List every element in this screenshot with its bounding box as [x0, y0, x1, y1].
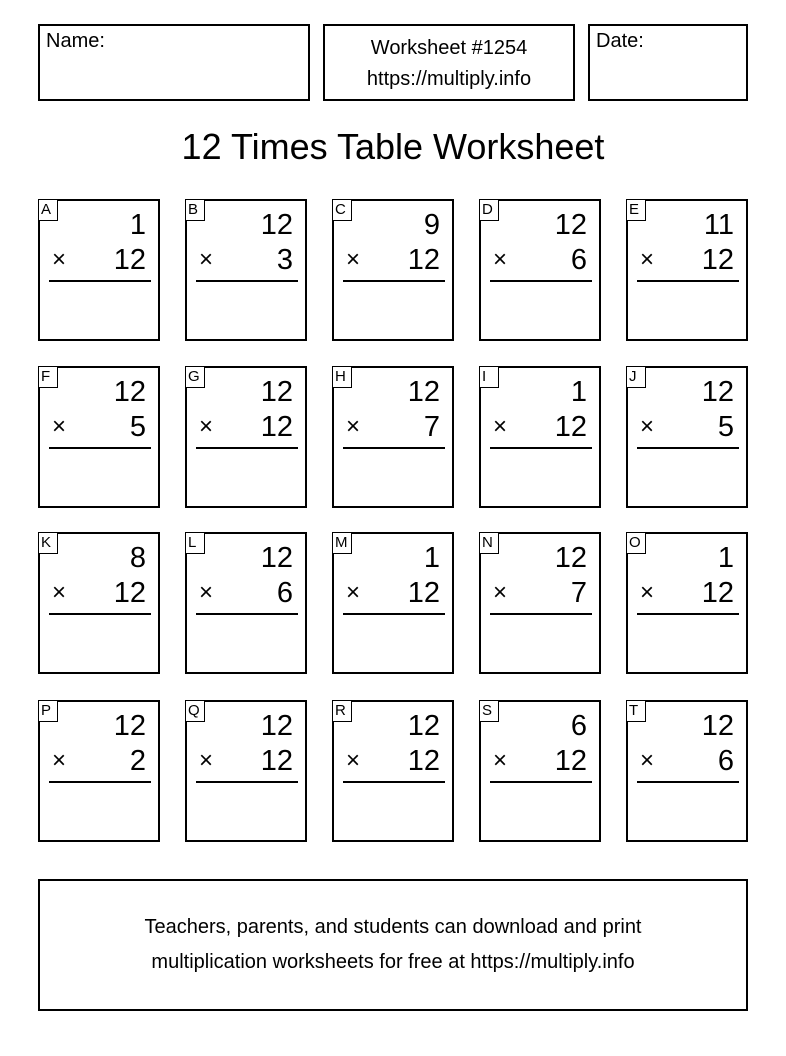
- answer-line: [49, 447, 151, 449]
- name-label: Name:: [46, 30, 105, 52]
- multiplier: 6: [276, 577, 293, 609]
- times-sign: ×: [346, 413, 361, 440]
- answer-line: [196, 781, 298, 783]
- problem-cell: [185, 532, 307, 674]
- times-sign: ×: [52, 246, 67, 273]
- problem-cell: [332, 700, 454, 842]
- problem-cell: [38, 700, 160, 842]
- problem-cell: [332, 532, 454, 674]
- problem-label: O: [626, 532, 646, 554]
- problem-label: M: [332, 532, 352, 554]
- date-label: Date:: [596, 30, 644, 52]
- problem-label: C: [332, 199, 352, 221]
- multiplier: 12: [407, 244, 440, 276]
- multiplicand: 12: [554, 542, 587, 574]
- times-sign: ×: [640, 747, 655, 774]
- problem-cell: [332, 199, 454, 341]
- multiplier: 5: [129, 411, 146, 443]
- answer-line: [49, 280, 151, 282]
- problem-cell: [38, 366, 160, 508]
- answer-line: [637, 447, 739, 449]
- problem-label: G: [185, 366, 205, 388]
- times-sign: ×: [52, 747, 67, 774]
- times-sign: ×: [640, 413, 655, 440]
- multiplicand: 1: [423, 542, 440, 574]
- answer-line: [637, 280, 739, 282]
- times-sign: ×: [52, 579, 67, 606]
- multiplier: 6: [570, 244, 587, 276]
- answer-line: [196, 447, 298, 449]
- multiplier: 12: [113, 577, 146, 609]
- times-sign: ×: [493, 579, 508, 606]
- problem-label: A: [38, 199, 58, 221]
- times-sign: ×: [199, 246, 214, 273]
- multiplicand: 11: [703, 209, 734, 241]
- multiplicand: 12: [407, 376, 440, 408]
- multiplicand: 12: [701, 710, 734, 742]
- problem-label: P: [38, 700, 58, 722]
- worksheet-url: https://multiply.info: [366, 68, 532, 90]
- multiplier: 5: [717, 411, 734, 443]
- multiplicand: 12: [554, 209, 587, 241]
- multiplicand: 12: [407, 710, 440, 742]
- answer-line: [490, 447, 592, 449]
- problem-label: F: [38, 366, 58, 388]
- problem-label: D: [479, 199, 499, 221]
- problem-cell: [332, 366, 454, 508]
- times-sign: ×: [199, 747, 214, 774]
- multiplier: 12: [701, 577, 734, 609]
- problem-label: K: [38, 532, 58, 554]
- problem-cell: [185, 700, 307, 842]
- footer-line-2: multiplication worksheets for free at https://multiply.info: [151, 951, 635, 973]
- multiplier: 12: [113, 244, 146, 276]
- multiplicand: 1: [129, 209, 146, 241]
- problem-cell: [479, 366, 601, 508]
- times-sign: ×: [199, 579, 214, 606]
- times-sign: ×: [493, 246, 508, 273]
- multiplicand: 1: [717, 542, 734, 574]
- answer-line: [49, 781, 151, 783]
- answer-line: [637, 613, 739, 615]
- multiplier: 12: [260, 411, 293, 443]
- problem-cell: [479, 199, 601, 341]
- page-title: 12 Times Table Worksheet: [181, 126, 605, 167]
- multiplicand: 6: [570, 710, 587, 742]
- problem-label: J: [626, 366, 646, 388]
- footer-box: [38, 879, 748, 1011]
- multiplicand: 12: [260, 376, 293, 408]
- answer-line: [196, 280, 298, 282]
- multiplicand: 8: [129, 542, 146, 574]
- multiplicand: 12: [260, 710, 293, 742]
- multiplicand: 9: [423, 209, 440, 241]
- answer-line: [196, 613, 298, 615]
- answer-line: [343, 447, 445, 449]
- problem-label: H: [332, 366, 352, 388]
- multiplicand: 12: [701, 376, 734, 408]
- multiplicand: 1: [570, 376, 587, 408]
- problem-cell: [185, 199, 307, 341]
- footer-line-1: Teachers, parents, and students can download and print: [144, 916, 642, 938]
- times-sign: ×: [346, 246, 361, 273]
- problem-label: B: [185, 199, 205, 221]
- problem-label: T: [626, 700, 646, 722]
- multiplier: 12: [701, 244, 734, 276]
- multiplicand: 12: [113, 710, 146, 742]
- problem-cell: [626, 199, 748, 341]
- answer-line: [343, 781, 445, 783]
- multiplier: 6: [717, 745, 734, 777]
- times-sign: ×: [493, 747, 508, 774]
- problem-cell: [479, 532, 601, 674]
- times-sign: ×: [640, 246, 655, 273]
- times-sign: ×: [346, 747, 361, 774]
- multiplicand: 12: [113, 376, 146, 408]
- answer-line: [343, 280, 445, 282]
- problem-cell: [185, 366, 307, 508]
- problem-label: S: [479, 700, 499, 722]
- problem-cell: [626, 366, 748, 508]
- problem-label: E: [626, 199, 646, 221]
- problem-cell: [626, 700, 748, 842]
- times-sign: ×: [640, 579, 655, 606]
- answer-line: [490, 613, 592, 615]
- times-sign: ×: [52, 413, 67, 440]
- multiplier: 12: [554, 411, 587, 443]
- multiplier: 2: [129, 745, 146, 777]
- multiplier: 3: [276, 244, 293, 276]
- problem-cell: [626, 532, 748, 674]
- answer-line: [490, 781, 592, 783]
- problem-label: L: [185, 532, 205, 554]
- problem-label: R: [332, 700, 352, 722]
- multiplier: 12: [407, 745, 440, 777]
- times-sign: ×: [493, 413, 508, 440]
- multiplier: 12: [407, 577, 440, 609]
- multiplicand: 12: [260, 209, 293, 241]
- answer-line: [637, 781, 739, 783]
- problem-label: N: [479, 532, 499, 554]
- times-sign: ×: [346, 579, 361, 606]
- problem-label: I: [479, 366, 499, 388]
- times-sign: ×: [199, 413, 214, 440]
- multiplier: 7: [570, 577, 587, 609]
- multiplier: 12: [260, 745, 293, 777]
- problem-cell: [38, 199, 160, 341]
- problem-cell: [38, 532, 160, 674]
- problem-label: Q: [185, 700, 205, 722]
- multiplicand: 12: [260, 542, 293, 574]
- answer-line: [49, 613, 151, 615]
- answer-line: [343, 613, 445, 615]
- problem-cell: [479, 700, 601, 842]
- worksheet-number: Worksheet #1254: [370, 37, 528, 59]
- answer-line: [490, 280, 592, 282]
- multiplier: 7: [423, 411, 440, 443]
- multiplier: 12: [554, 745, 587, 777]
